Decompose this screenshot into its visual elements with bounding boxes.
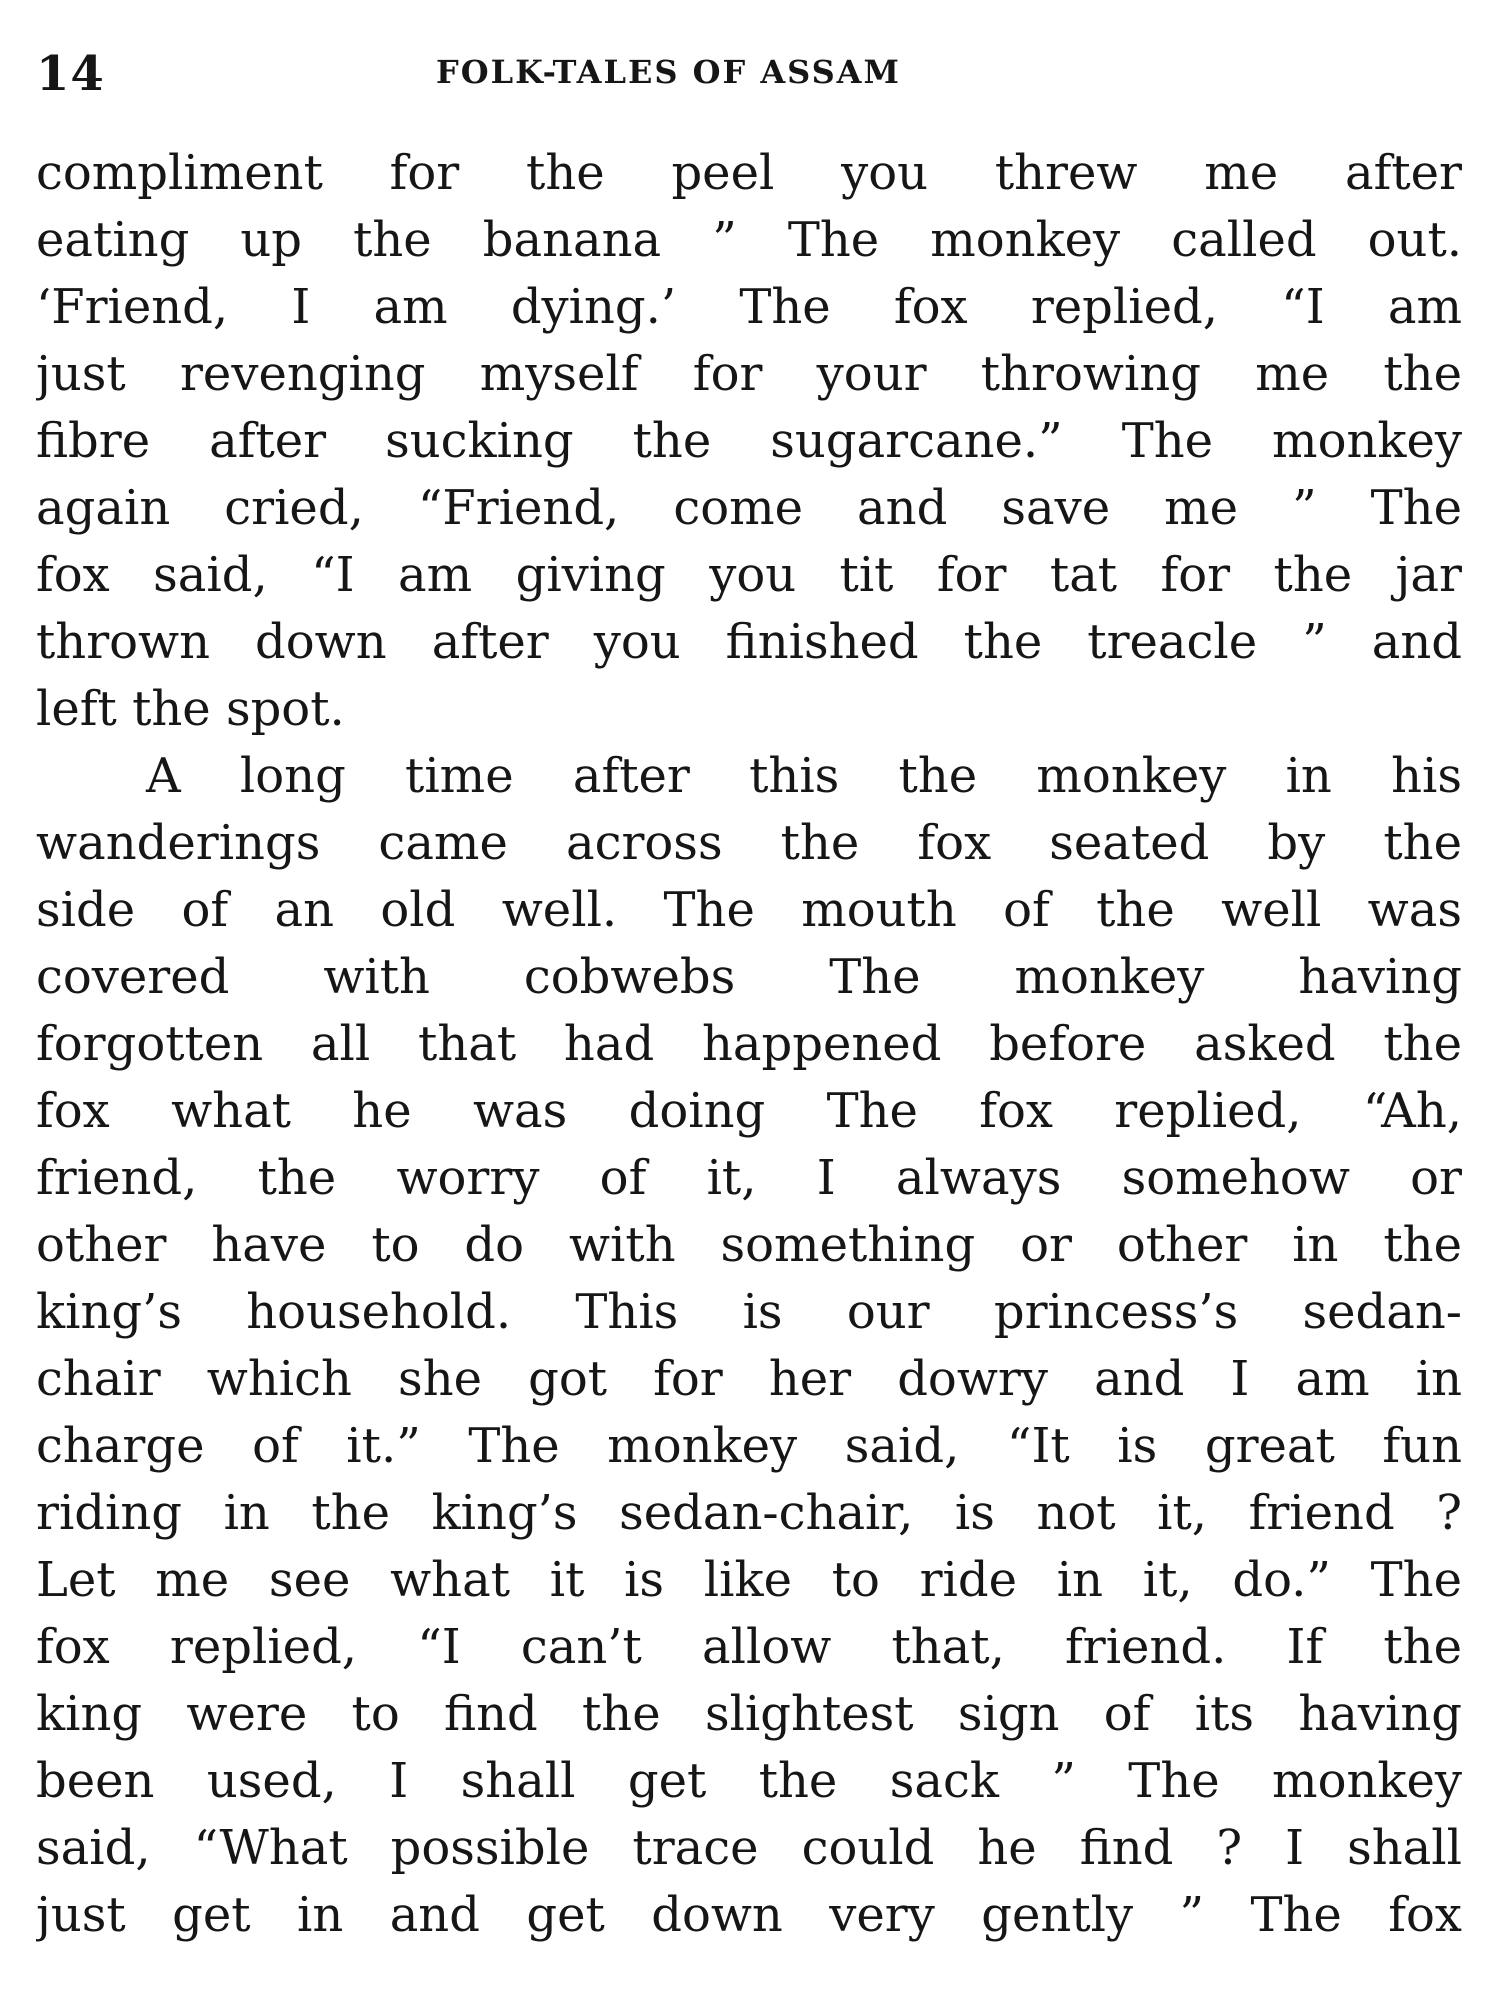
text-line: fox replied, “I can’t allow that, friend. If the [36,1619,1462,1675]
text-line: other have to do with something or other in the [36,1217,1462,1273]
text-line: riding in the king’s sedan-chair, is not it, friend ? [36,1485,1462,1541]
text-line: fibre after sucking the sugarcane.” The monkey [36,413,1462,469]
text-line: fox said, “I am giving you tit for tat for the jar [36,547,1462,603]
running-head: FOLK-TALES OF ASSAM [436,53,901,91]
text-line: again cried, “Friend, come and save me ” The [36,480,1462,536]
text-line: side of an old well. The mouth of the well was [36,882,1462,938]
text-line: king were to find the slightest sign of its having [36,1686,1462,1742]
text-line: compliment for the peel you threw me after [36,145,1462,201]
text-line: just revenging myself for your throwing me the [36,346,1462,402]
page-header [36,44,1476,104]
text-line: forgotten all that had happened before asked the [36,1016,1462,1072]
text-line: friend, the worry of it, I always somehow or [36,1150,1462,1206]
text-line: wanderings came across the fox seated by the [36,815,1462,871]
body-text [36,140,1462,1949]
text-line: left the spot. [36,681,345,737]
text-line: Let me see what it is like to ride in it, do.” The [36,1552,1462,1608]
text-line: king’s household. This is our princess’s sedan- [36,1284,1462,1340]
text-line: eating up the banana ” The monkey called out. [36,212,1462,268]
text-line: thrown down after you finished the treacle ” and [36,614,1462,670]
text-line: said, “What possible trace could he find ? I shall [36,1820,1462,1876]
text-line: been used, I shall get the sack ” The monkey [36,1753,1462,1809]
text-line: just get in and get down very gently ” The fox [36,1887,1462,1943]
page-number: 14 [36,46,105,102]
text-line: covered with cobwebs The monkey having [36,949,1462,1005]
text-line: ‘Friend, I am dying.’ The fox replied, “I am [36,279,1462,335]
text-line: charge of it.” The monkey said, “It is great fun [36,1418,1462,1474]
text-line: fox what he was doing The fox replied, “Ah, [36,1083,1462,1139]
paragraph-first-line: A long time after this the monkey in his [146,748,1462,804]
text-line: chair which she got for her dowry and I am in [36,1351,1462,1407]
